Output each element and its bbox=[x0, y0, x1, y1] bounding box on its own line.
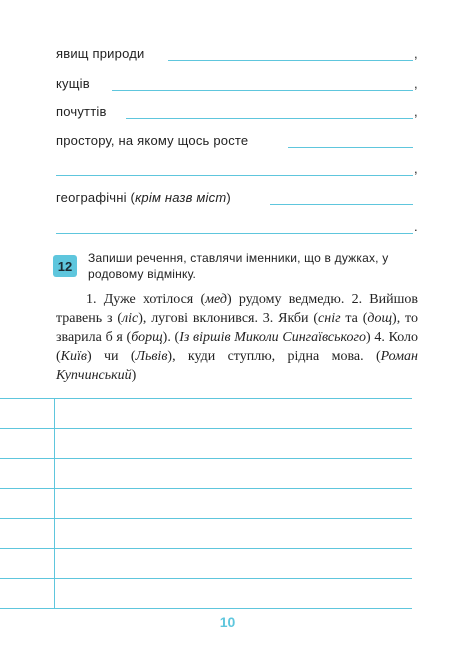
fill-row-punct: , bbox=[414, 161, 418, 176]
answer-line[interactable] bbox=[288, 147, 413, 148]
answer-line[interactable] bbox=[112, 90, 413, 91]
answer-line[interactable] bbox=[168, 60, 413, 61]
writing-line bbox=[0, 608, 412, 609]
sentence-text: ) рудому ведмедю. 2. Вийшов травень з ( bbox=[56, 292, 418, 326]
fill-row-continuation bbox=[56, 161, 426, 181]
writing-line bbox=[0, 488, 412, 489]
writing-line bbox=[0, 548, 412, 549]
sentence-text: ) bbox=[131, 368, 137, 383]
label-prefix: географічні ( bbox=[56, 190, 136, 205]
fill-row-punct: . bbox=[414, 219, 418, 234]
sentence-text: та ( bbox=[340, 311, 368, 326]
task-number: 12 bbox=[57, 258, 73, 274]
fill-row-bushes bbox=[56, 76, 426, 96]
fill-row-label bbox=[56, 190, 231, 205]
fill-row-end bbox=[56, 219, 426, 239]
fill-row-nature bbox=[56, 46, 426, 66]
sentence-text: ) 4. Коло ( bbox=[56, 330, 419, 364]
noun-in-brackets: дощ bbox=[367, 311, 393, 326]
sentence-text: 1. Дуже хотілося ( bbox=[86, 292, 206, 307]
fill-row-punct: , bbox=[414, 104, 418, 119]
fill-row-space bbox=[56, 133, 426, 153]
sentence-text: ). ( bbox=[162, 330, 180, 345]
task-text bbox=[56, 290, 418, 385]
label-italic: крім назв міст bbox=[135, 190, 227, 205]
noun-in-brackets: ліс bbox=[121, 311, 139, 326]
writing-line bbox=[0, 428, 412, 429]
fill-row-feelings bbox=[56, 104, 426, 124]
fill-row-label: кущів bbox=[56, 76, 90, 91]
sentence-text: ), лугові вклонився. 3. Якби ( bbox=[138, 311, 319, 326]
page-number: 10 bbox=[219, 614, 236, 630]
writing-line bbox=[0, 458, 412, 459]
writing-line bbox=[0, 578, 412, 579]
noun-in-brackets: Київ bbox=[60, 349, 87, 364]
sentence-text: ), то зварила б я ( bbox=[56, 311, 418, 345]
answer-line[interactable] bbox=[56, 233, 413, 234]
fill-row-label: простору, на якому щось росте bbox=[56, 133, 249, 148]
noun-in-brackets: Із віршів Миколи Сингаївського bbox=[179, 330, 366, 345]
writing-line bbox=[0, 398, 412, 399]
answer-line[interactable] bbox=[56, 175, 413, 176]
writing-area[interactable] bbox=[0, 398, 412, 608]
task-paragraph bbox=[56, 290, 418, 385]
fill-row-label: почуттів bbox=[56, 104, 107, 119]
margin-line bbox=[54, 398, 55, 608]
noun-in-brackets: Роман Купчинський bbox=[56, 349, 419, 383]
sentence-text: ), куди ступлю, рідна мова. ( bbox=[167, 349, 381, 364]
task-instruction: Запиши речення, ставлячи іменники, що в дужках, у родовому відмінку. bbox=[88, 251, 389, 281]
fill-row-label: явищ природи bbox=[56, 46, 145, 61]
noun-in-brackets: мед bbox=[205, 292, 228, 307]
writing-line bbox=[0, 518, 412, 519]
fill-row-punct: , bbox=[414, 46, 418, 61]
answer-line[interactable] bbox=[270, 204, 413, 205]
noun-in-brackets: борщ bbox=[131, 330, 163, 345]
fill-row-geographic bbox=[56, 190, 426, 210]
fill-row-punct: , bbox=[414, 76, 418, 91]
noun-in-brackets: сніг bbox=[318, 311, 341, 326]
label-suffix: ) bbox=[226, 190, 231, 205]
answer-line[interactable] bbox=[126, 118, 413, 119]
noun-in-brackets: Львів bbox=[135, 349, 168, 364]
sentence-text: ) чи ( bbox=[86, 349, 136, 364]
task-number-badge bbox=[53, 255, 77, 277]
